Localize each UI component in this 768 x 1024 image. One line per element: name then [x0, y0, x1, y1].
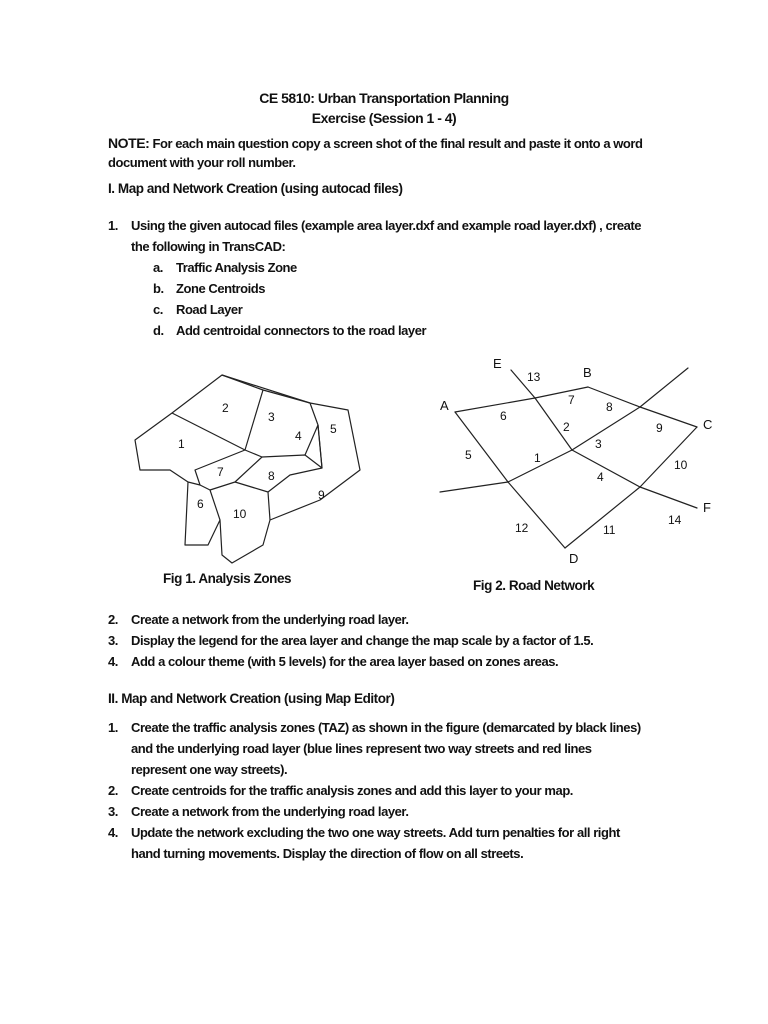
s2-q4-number: 4.: [108, 825, 118, 840]
node-label-a: A: [440, 398, 449, 413]
note-label: NOTE:: [108, 135, 150, 151]
link-label-13: 13: [527, 370, 541, 384]
s2-q1-line-2: and the underlying road layer (blue lines represent two way streets and red lines: [131, 741, 592, 756]
zone-label-6: 6: [197, 497, 204, 511]
fig2-road-network-diagram: [430, 350, 720, 570]
q1-item-d-letter: d.: [153, 323, 164, 338]
node-label-d: D: [569, 551, 579, 566]
q2-text: Create a network from the underlying road layer.: [131, 612, 409, 627]
road-link-11: [565, 487, 640, 548]
s2-q1-number: 1.: [108, 720, 118, 735]
s2-q2-text: Create centroids for the traffic analysis zones and add this layer to your map.: [131, 783, 573, 798]
q1-line-1: Using the given autocad files (example area layer.dxf and example road layer.dxf) , create: [131, 218, 642, 233]
link-label-14: 14: [668, 513, 682, 527]
link-label-8: 8: [606, 400, 613, 414]
zone-boundary: [268, 468, 322, 492]
link-label-7: 7: [568, 393, 575, 407]
road-link-14: [640, 487, 697, 508]
zone-label-4: 4: [295, 429, 302, 443]
zone-label-9: 9: [318, 488, 325, 502]
q1-item-c-letter: c.: [153, 302, 163, 317]
q4-number: 4.: [108, 654, 118, 669]
road-link-12: [508, 482, 565, 548]
q1-item-c-text: Road Layer: [176, 302, 243, 317]
q1-number: 1.: [108, 218, 118, 233]
s2-q4-line-2: hand turning movements. Display the direction of flow on all streets.: [131, 846, 524, 861]
link-label-6: 6: [500, 409, 507, 423]
s2-q3-number: 3.: [108, 804, 118, 819]
zone-label-7: 7: [217, 465, 224, 479]
road-link-9: [640, 407, 697, 427]
road-link-outer-ne: [640, 368, 688, 407]
link-label-11: 11: [603, 523, 616, 537]
link-label-1: 1: [534, 451, 541, 465]
section-1-heading: I. Map and Network Creation (using autocad files): [108, 181, 403, 196]
fig2-caption: Fig 2. Road Network: [473, 578, 595, 593]
zone-label-5: 5: [330, 422, 337, 436]
q3-text: Display the legend for the area layer and change the map scale by a factor of 1.5.: [131, 633, 594, 648]
link-label-2: 2: [563, 420, 570, 434]
road-link-8: [588, 387, 640, 407]
zone-label-1: 1: [178, 437, 185, 451]
q1-item-b-text: Zone Centroids: [176, 281, 266, 296]
section-2-heading: II. Map and Network Creation (using Map Editor): [108, 691, 395, 706]
q1-item-a-letter: a.: [153, 260, 163, 275]
q3-number: 3.: [108, 633, 118, 648]
q4-text: Add a colour theme (with 5 levels) for the area layer based on zones areas.: [131, 654, 559, 669]
road-link-4: [572, 450, 640, 487]
note-line-2: document with your roll number.: [108, 155, 296, 170]
link-label-3: 3: [595, 437, 602, 451]
road-link-10: [640, 427, 697, 487]
q1-item-b-letter: b.: [153, 281, 164, 296]
link-label-12: 12: [515, 521, 529, 535]
link-label-9: 9: [656, 421, 663, 435]
zone-outline: [135, 375, 360, 563]
road-link-6: [455, 398, 535, 412]
road-link-7: [535, 387, 588, 398]
link-label-5: 5: [465, 448, 472, 462]
node-label-e: E: [493, 356, 502, 371]
s2-q3-text: Create a network from the underlying road layer.: [131, 804, 409, 819]
q1-line-2: the following in TransCAD:: [131, 239, 286, 254]
course-title: CE 5810: Urban Transportation Planning: [259, 90, 509, 106]
note-line-1: [108, 135, 643, 151]
s2-q4-line-1: Update the network excluding the two one way streets. Add turn penalties for all right: [131, 825, 620, 840]
road-link-outer-w: [440, 482, 508, 492]
fig1-caption: Fig 1. Analysis Zones: [163, 571, 292, 586]
s2-q1-line-1: Create the traffic analysis zones (TAZ) as shown in the figure (demarcated by black lines): [131, 720, 641, 735]
zone-label-2: 2: [222, 401, 229, 415]
exercise-title: Exercise (Session 1 - 4): [311, 110, 457, 126]
q2-number: 2.: [108, 612, 118, 627]
zone-label-10: 10: [233, 507, 247, 521]
link-label-10: 10: [674, 458, 688, 472]
s2-q1-line-3: represent one way streets).: [131, 762, 288, 777]
node-label-f: F: [703, 500, 711, 515]
node-label-b: B: [583, 365, 592, 380]
link-label-4: 4: [597, 470, 604, 484]
zone-label-3: 3: [268, 410, 275, 424]
q1-item-a-text: Traffic Analysis Zone: [176, 260, 297, 275]
fig1-analysis-zones-diagram: [130, 365, 370, 575]
note-text-1: For each main question copy a screen shot of the final result and paste it onto a word: [149, 136, 643, 151]
node-label-c: C: [703, 417, 713, 432]
zone-label-8: 8: [268, 469, 275, 483]
q1-item-d-text: Add centroidal connectors to the road layer: [176, 323, 427, 338]
s2-q2-number: 2.: [108, 783, 118, 798]
